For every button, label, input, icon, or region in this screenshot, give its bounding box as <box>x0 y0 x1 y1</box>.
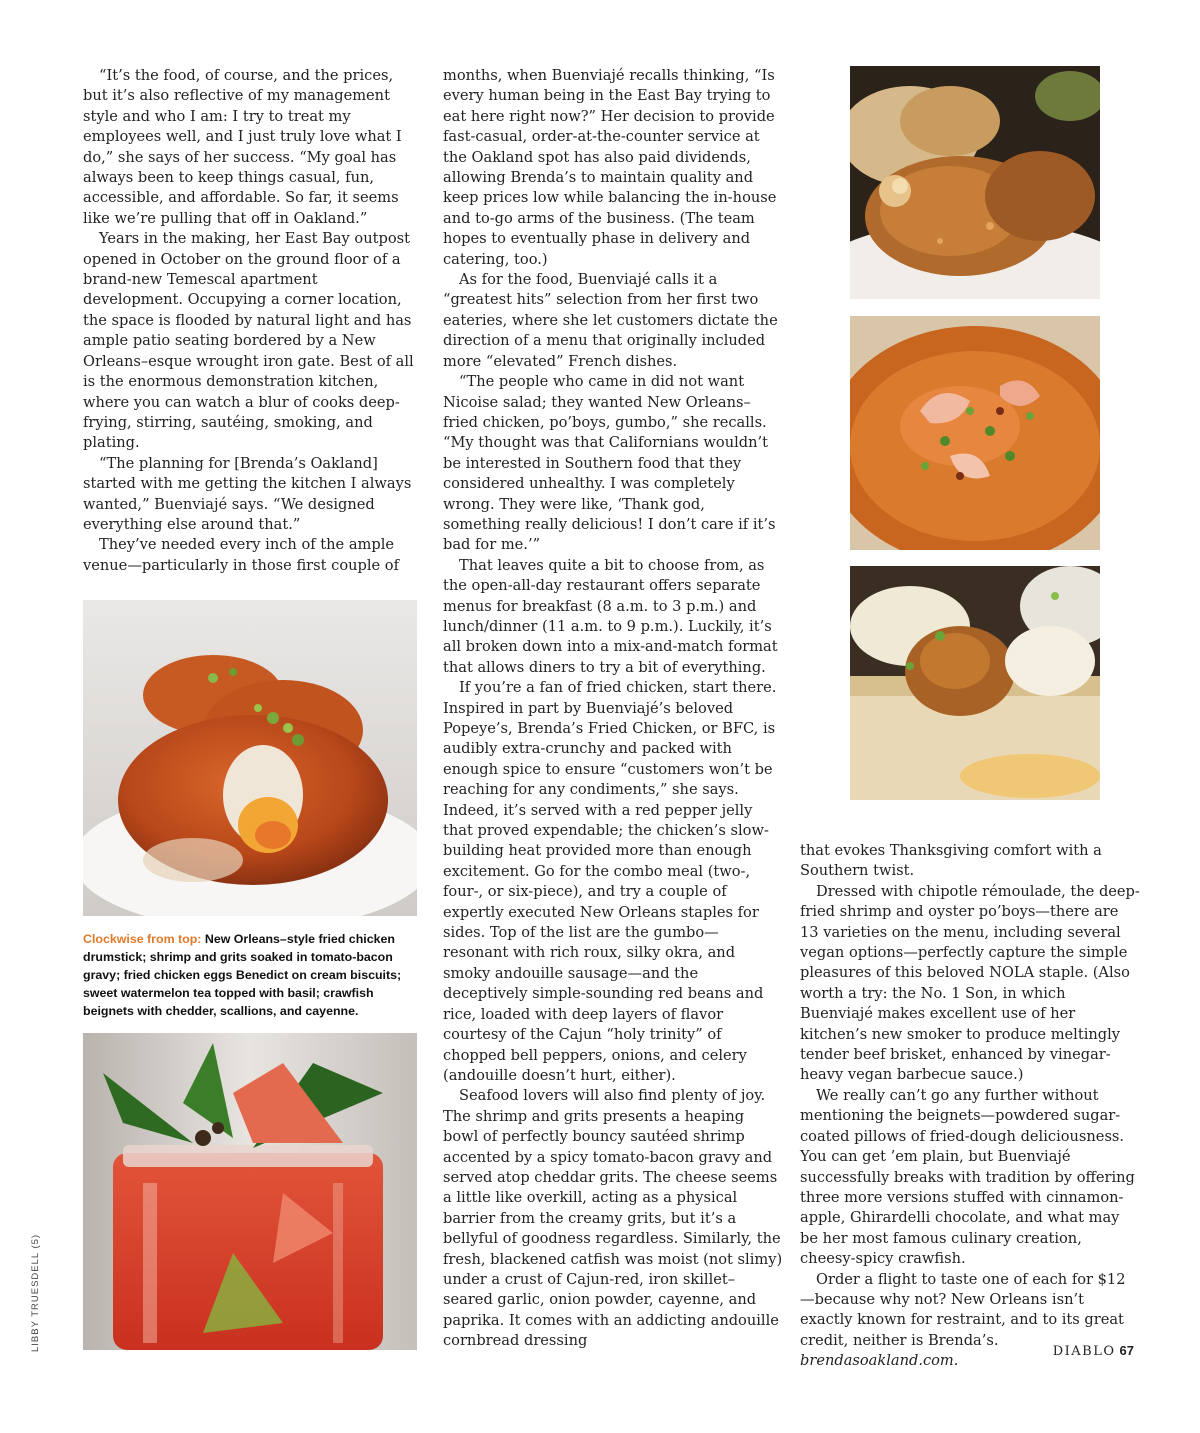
article-column-1 <box>83 66 421 576</box>
paragraph: that evokes Thanksgiving comfort with a Southern twist. <box>800 842 1102 880</box>
paragraph: They’ve needed every inch of the ample venue—particularly in those first couple of <box>83 536 399 574</box>
paragraph: As for the food, Buenviajé calls it a “greatest hits” selection from her first two eateries, where she let customers dictate the direction of a menu that originally included more “elevated” French dishes. <box>443 271 778 370</box>
photo-shrimp-grits <box>850 316 1100 550</box>
fried-chicken-illustration <box>850 66 1100 299</box>
paragraph: “The planning for [Brenda’s Oakland] started with me getting the kitchen I always wanted,” Buenviajé says. “We designed everything else around that.” <box>83 454 412 533</box>
paragraph: months, when Buenviajé recalls thinking, “Is every human being in the East Bay trying to eat here right now?” Her decision to provide fast-casual, order-at-the-counter service at the Oakland spot has also paid dividends, allowing Brenda’s to maintain quality and keep prices low while balancing the in-house and to-go arms of the business. (The team hopes to eventually phase in delivery and catering, too.) <box>443 67 777 268</box>
paragraph: Years in the making, her East Bay outpost opened in October on the ground floor of a brand-new Temescal apartment development. Occupying a corner location, the space is flooded by natural light and has ample patio seating bordered by a New Orleans–esque wrought iron gate. Best of all is the enormous demonstration kitchen, where you can watch a blur of cooks deep-frying, stirring, sautéing, smoking, and plating. <box>83 230 414 452</box>
watermelon-tea-illustration <box>83 1033 417 1350</box>
magazine-name: DIABLO <box>1052 1344 1116 1359</box>
caption-lead: Clockwise from top: <box>83 932 202 946</box>
paragraph: We really can’t go any further without mentioning the beignets—powdered sugar-coated pillows of fried-dough deliciousness. You can get ’em plain, but Buenviajé successfully breaks with tradition by offering three more versions stuffed with cinnamon-apple, Ghirardelli chocolate, and what may be her most famous culinary creation, cheesy-spicy crawfish. <box>800 1086 1135 1268</box>
paragraph: Dressed with chipotle rémoulade, the deep-fried shrimp and oyster po’boys—there are 13 varieties on the menu, including several vegan options—perfectly capture the simple pleasures of this beloved NOLA staple. (Also worth a try: the No. 1 Son, in which Buenviajé makes excellent use of her kitchen’s new smoker to produce meltingly tender beef brisket, enhanced by vinegar-heavy vegan barbecue sauce.) <box>800 882 1140 1084</box>
article-column-2 <box>443 66 783 1352</box>
photo-eggs-benedict <box>850 566 1100 800</box>
paragraph: Seafood lovers will also find plenty of joy. The shrimp and grits presents a heaping bowl of perfectly bouncy sautéed shrimp accented by a spicy tomato-bacon gravy and served atop cheddar grits. The cheese seems a little like overkill, acting as a physical barrier from the creamy grits, but it’s a bellyful of goodness regardless. Similarly, the fresh, blackened catfish was moist (not slimy) under a crust of Cajun-red, iron skillet–seared garlic, onion powder, cayenne, and paprika. It comes with an addicting andouille cornbread dressing <box>443 1087 783 1350</box>
paragraph: “The people who came in did not want Nicoise salad; they wanted New Orleans–fried chicken, po’boys, gumbo,” she recalls. “My thought was that Californians wouldn’t be interested in Southern food that they considered unhealthy. I was completely wrong. They were like, ‘Thank god, something really delicious! I don’t care if it’s bad for me.’” <box>443 373 776 554</box>
paragraph-text: Order a flight to taste one of each for $12—because why not? New Orleans isn’t exactly known for restraint, and to its great credit, neither is Brenda’s. <box>800 1270 1126 1349</box>
photo-credit: LIBBY TRUESDELL (5) <box>30 1233 41 1352</box>
photo-caption <box>83 930 419 1020</box>
shrimp-grits-illustration <box>850 316 1100 550</box>
photo-fried-chicken <box>850 66 1100 299</box>
website-url: brendasoakland.com. <box>800 1352 959 1370</box>
caption-text: New Orleans–style fried chicken drumstick; shrimp and grits soaked in tomato-bacon gravy; fried chicken eggs Benedict on cream biscuits; sweet watermelon tea topped with basil; crawfish beignets with chedder, scallions, and cayenne. <box>83 932 402 1018</box>
paragraph: That leaves quite a bit to choose from, as the open-all-day restaurant offers separate menus for breakfast (8 a.m. to 3 p.m.) and lunch/dinner (11 a.m. to 9 p.m.). Luckily, it’s all broken down into a mix-and-match format that allows diners to try a bit of everything. <box>443 556 778 676</box>
beignet-illustration <box>83 600 417 916</box>
paragraph: “It’s the food, of course, and the prices, but it’s also reflective of my management style and who I am: I try to treat my employees well, and I just truly love what I do,” she says of her success. “My goal has always been to keep things casual, fun, accessible, and affordable. So far, it seems like we’re pulling that off in Oakland.” <box>83 67 402 227</box>
paragraph: If you’re a fan of fried chicken, start there. Inspired in part by Buenviajé’s beloved Popeye’s, Brenda’s Fried Chicken, or BFC, is audibly extra-crunchy and packed with enough spice to ensure “customers won’t be reaching for any condiments,” she says. Indeed, it’s served with a red pepper jelly that proved expendable; the chicken’s slow-building heat provided more than enough excitement. Go for the combo meal (two-, four-, or six-piece), and try a couple of expertly executed New Orleans staples for sides. Top of the list are the gumbo—resonant with rich roux, silky okra, and smoky andouille sausage—and the deceptively simple-sounding red beans and rice, loaded with deep layers of flavor courtesy of the Cajun “holy trinity” of chopped bell peppers, onions, and celery (andouille doesn’t hurt, either). <box>443 679 777 1084</box>
eggs-benedict-illustration <box>850 566 1100 800</box>
page-number: 67 <box>1119 1343 1134 1358</box>
photo-crawfish-beignets <box>83 600 417 916</box>
article-column-3 <box>800 841 1140 1372</box>
page-folio <box>1053 1343 1134 1359</box>
photo-watermelon-tea <box>83 1033 417 1350</box>
